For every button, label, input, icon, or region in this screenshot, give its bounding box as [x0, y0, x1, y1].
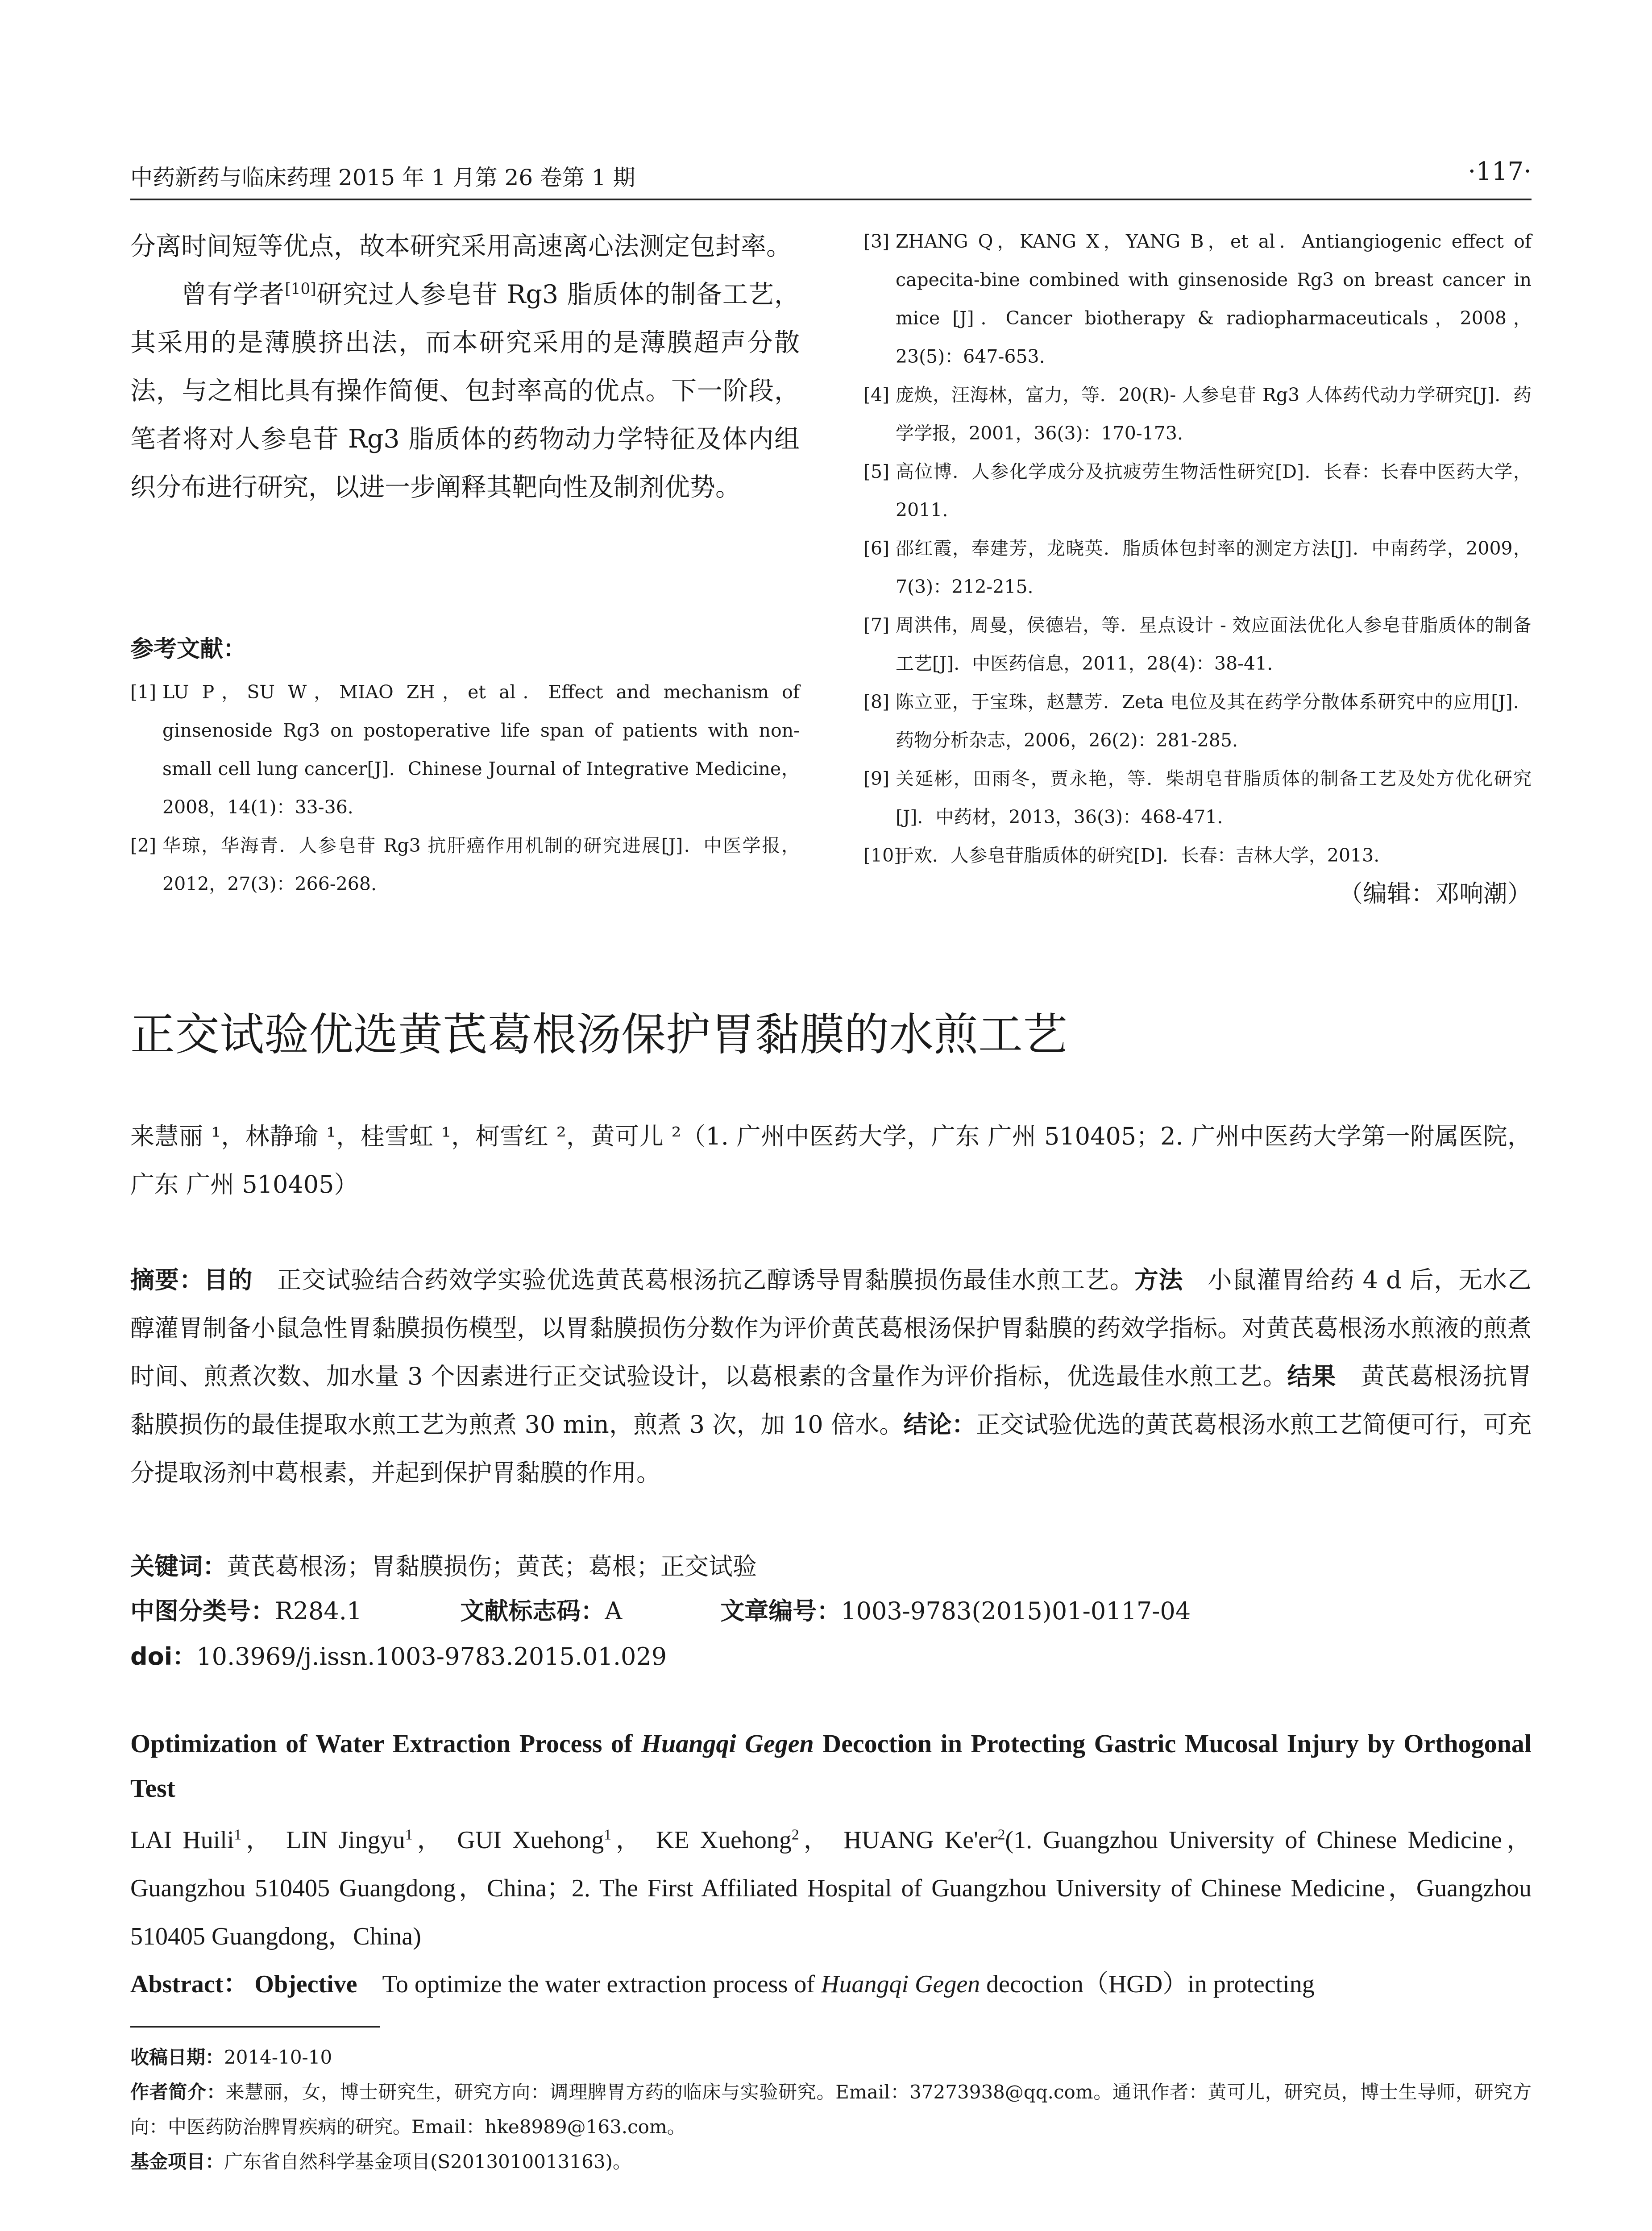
reference-item: [863, 376, 1532, 452]
doi-label: doi：: [130, 1642, 197, 1671]
classification-line: [130, 1592, 1191, 1626]
funding: [130, 2144, 1532, 2179]
editor-note: （编辑：邓响潮）: [1339, 879, 1532, 908]
english-abstract-text: To optimize the water extraction process of: [382, 1970, 822, 1998]
author-name: KE Xuehong: [656, 1826, 792, 1854]
article-title: 正交试验优选黄芪葛根汤保护胃黏膜的水煎工艺: [130, 1008, 1067, 1061]
author-name: GUI Xuehong: [457, 1826, 604, 1854]
author-name: LIN Jingyu: [286, 1826, 405, 1854]
english-abstract-italic: Huangqi Gegen: [821, 1970, 980, 1998]
english-objective-label: Objective: [254, 1970, 357, 1998]
reference-number: [2]: [130, 835, 157, 856]
footnote-rule: [130, 2026, 380, 2028]
reference-text: 邵红霞，奉建芳，龙晓英．脂质体包封率的测定方法[J]．中南药学，2009，7(3)：212-215.: [896, 538, 1532, 597]
reference-text: 高位博．人参化学成分及抗疲劳生物活性研究[D]．长春：长春中医药大学，2011.: [896, 461, 1532, 521]
result-text: 黄芪葛根汤抗胃黏膜损伤的最佳提取水煎工艺为煎煮 30 min，煎煮 3 次，加 10 倍水。: [130, 1362, 1532, 1439]
article-authors: 来慧丽 ¹，林静瑜 ¹，桂雪虹 ¹，柯雪红 ²，黄可儿 ²（1. 广州中医药大学，广东 广州 510405；2. 广州中医药大学第一附属医院，广东 广州 510405）: [130, 1122, 1532, 1198]
reference-number: [3]: [863, 231, 890, 252]
page-number: ·117·: [1468, 157, 1532, 186]
references-left: [130, 673, 800, 903]
doccode: A: [605, 1597, 623, 1625]
references-right: [863, 222, 1532, 909]
result-label: 结果: [1287, 1362, 1337, 1390]
journal-header: 中药新药与临床药理 2015 年 1 月第 26 卷第 1 期: [130, 165, 635, 191]
received-date: [130, 2040, 1532, 2075]
author-name: HUANG Ke'er: [843, 1826, 998, 1854]
reference-item: [130, 826, 800, 903]
method-label: 方法: [1134, 1266, 1183, 1294]
reference-item: [863, 606, 1532, 683]
prev-article-left-column: [130, 222, 800, 511]
english-abstract-label: Abstract：: [130, 1970, 249, 1998]
reference-item: [863, 759, 1532, 836]
chinese-abstract: [130, 1256, 1532, 1497]
english-abstract: [130, 1960, 1532, 2008]
english-title-part: Decoction in Protecting Gastric Mucosal Injury by Orthogonal Test: [130, 1729, 1532, 1803]
prev-paragraph-2-start: 曾有学者: [181, 280, 285, 309]
reference-item: [863, 452, 1532, 529]
conclusion-text: 正交试验优选的黄芪葛根汤水煎工艺简便可行，可充分提取汤剂中葛根素，并起到保护胃黏膜的作用。: [130, 1410, 1532, 1487]
reference-text: ZHANG Q，KANG X，YANG B，et al．Antiangiogenic effect of capecita-bine combined with ginsenoside Rg3 on breast cancer in mice [J]．Cancer biotherapy & radiopharmaceuticals，2008，23(5)：647-653.: [896, 231, 1532, 367]
reference-number: [6]: [863, 538, 890, 559]
reference-text: 陈立亚，于宝珠，赵慧芳．Zeta 电位及其在药学分散体系研究中的应用[J]．药物分析杂志，2006，26(2)：281-285.: [896, 691, 1532, 751]
keywords-label: 关键词：: [130, 1552, 227, 1580]
author-bio: [130, 2075, 1532, 2144]
prev-paragraph-2: [130, 270, 800, 511]
reference-text: LU P，SU W，MIAO ZH，et al．Effect and mechanism of ginsenoside Rg3 on postoperative life span of patients with non-small cell lung cancer[J]．Chinese Journal of Integrative Medicine，2008，14(1)：33-36.: [162, 681, 800, 818]
reference-number: [4]: [863, 384, 890, 406]
funding-text: 广东省自然科学基金项目(S2013010013163)。: [224, 2151, 631, 2173]
conclusion-label: 结论：: [903, 1410, 976, 1439]
doccode-label: 文献标志码：: [460, 1597, 605, 1625]
author-affiliation: 2: [791, 1826, 799, 1843]
reference-number: [1]: [130, 681, 157, 703]
abstract-label: 摘要：: [130, 1266, 204, 1294]
reference-item: [130, 673, 800, 826]
header-rule: [130, 199, 1532, 200]
reference-text: 关延彬，田雨冬，贾永艳，等．柴胡皂苷脂质体的制备工艺及处方优化研究[J]．中药材，2013，36(3)：468-471.: [896, 768, 1532, 828]
funding-label: 基金项目：: [130, 2151, 224, 2173]
article-number: 1003-9783(2015)01-0117-04: [841, 1597, 1191, 1625]
objective-label: 目的: [203, 1266, 253, 1294]
prev-paragraph-1: 分离时间短等优点，故本研究采用高速离心法测定包封率。: [130, 232, 792, 261]
reference-item: [863, 683, 1532, 759]
author-name: LAI Huili: [130, 1826, 234, 1854]
reference-item: [863, 836, 1532, 875]
clc-number: R284.1: [275, 1597, 362, 1625]
author-affiliation: 1: [405, 1826, 413, 1843]
author-affiliation: 2: [997, 1826, 1005, 1843]
author-bio-text: 来慧丽，女，博士研究生，研究方向：调理脾胃方药的临床与实验研究。Email：37273938@qq.com。通讯作者：黄可儿，研究员，博士生导师，研究方向：中医药防治脾胃疾病的研究。Email：hke8989@163.com。: [130, 2081, 1532, 2138]
reference-text: 于欢．人参皂苷脂质体的研究[D]．长春：吉林大学，2013.: [896, 845, 1380, 866]
citation-ref: [10]: [285, 280, 316, 298]
method-text: 小鼠灌胃给药 4 d 后，无水乙醇灌胃制备小鼠急性胃黏膜损伤模型，以胃黏膜损伤分数作为评价黄芪葛根汤保护胃黏膜的药效学指标。对黄芪葛根汤水煎液的煎煮时间、煎煮次数、加水量 3 个因素进行正交试验设计，以葛根素的含量作为评价指标，优选最佳水煎工艺。: [130, 1266, 1532, 1390]
prev-paragraph-2-rest: 研究过人参皂苷 Rg3 脂质体的制备工艺，其采用的是薄膜挤出法，而本研究采用的是薄膜超声分散法，与之相比具有操作简便、包封率高的优点。下一阶段，笔者将对人参皂苷 Rg3 脂质体的药物动力学特征及体内组织分布进行研究，以进一步阐释其靶向性及制剂优势。: [130, 280, 800, 502]
doi: 10.3969/j.issn.1003-9783.2015.01.029: [196, 1642, 667, 1671]
english-title-italic: Huangqi Gegen: [641, 1729, 814, 1758]
english-title-part: Optimization of Water Extraction Process of: [130, 1729, 641, 1758]
received-label: 收稿日期：: [130, 2046, 224, 2068]
footnotes: [130, 2040, 1532, 2179]
clc-label: 中图分类号：: [130, 1597, 275, 1625]
author-affiliation: 1: [234, 1826, 242, 1843]
article-number-label: 文章编号：: [720, 1597, 841, 1625]
keywords: 黄芪葛根汤；胃黏膜损伤；黄芪；葛根；正交试验: [227, 1552, 757, 1580]
reference-item: [863, 529, 1532, 606]
reference-item: [863, 222, 1532, 376]
reference-number: [9]: [863, 768, 890, 789]
author-affiliation: 1: [604, 1826, 612, 1843]
reference-text: 庞焕，汪海林，富力，等．20(R)- 人参皂苷 Rg3 人体药代动力学研究[J]．药学学报，2001，36(3)：170-173.: [896, 384, 1532, 444]
reference-text: 周洪伟，周曼，侯德岩，等．星点设计 - 效应面法优化人参皂苷脂质体的制备工艺[J]．中医药信息，2011，28(4)：38-41.: [896, 614, 1532, 674]
reference-number: [7]: [863, 614, 890, 636]
keywords-line: [130, 1547, 757, 1582]
references-heading: 参考文献：: [130, 636, 247, 663]
doi-line: [130, 1638, 667, 1672]
english-authors: LAI Huili$^1$， LIN Jingyu$^1$， GUI Xuehong$^1$， KE Xuehong$^2$， HUANG $Ke'er^2(1$. Guangzhou University of Chinese Medicine，Guangzhou 510405 Guangdong，China；2. The First Affiliated Hospital of Guangzhou University of Chinese Medicine，Guangzhou 510405 Guangdong，China): [130, 1826, 1532, 1950]
objective-text: 正交试验结合药效学实验优选黄芪葛根汤抗乙醇诱导胃黏膜损伤最佳水煎工艺。: [277, 1266, 1134, 1294]
english-affiliations: (1. Guangzhou University of Chinese Medicine，Guangzhou 510405 Guangdong，China；2. The First Affiliated Hospital of Guangzhou University of Chinese Medicine，Guangzhou 510405 Guangdong，China): [130, 1826, 1532, 1950]
author-bio-label: 作者简介：: [130, 2081, 226, 2103]
english-title: [130, 1721, 1532, 1811]
reference-number: [10]: [863, 845, 901, 866]
reference-number: [8]: [863, 691, 890, 713]
reference-number: [5]: [863, 461, 890, 482]
english-abstract-text: decoction（HGD）in protecting: [980, 1970, 1315, 1998]
reference-text: 华琼，华海青．人参皂苷 Rg3 抗肝癌作用机制的研究进展[J]．中医学报，2012，27(3)：266-268.: [162, 835, 800, 895]
received-value: 2014-10-10: [224, 2046, 332, 2068]
